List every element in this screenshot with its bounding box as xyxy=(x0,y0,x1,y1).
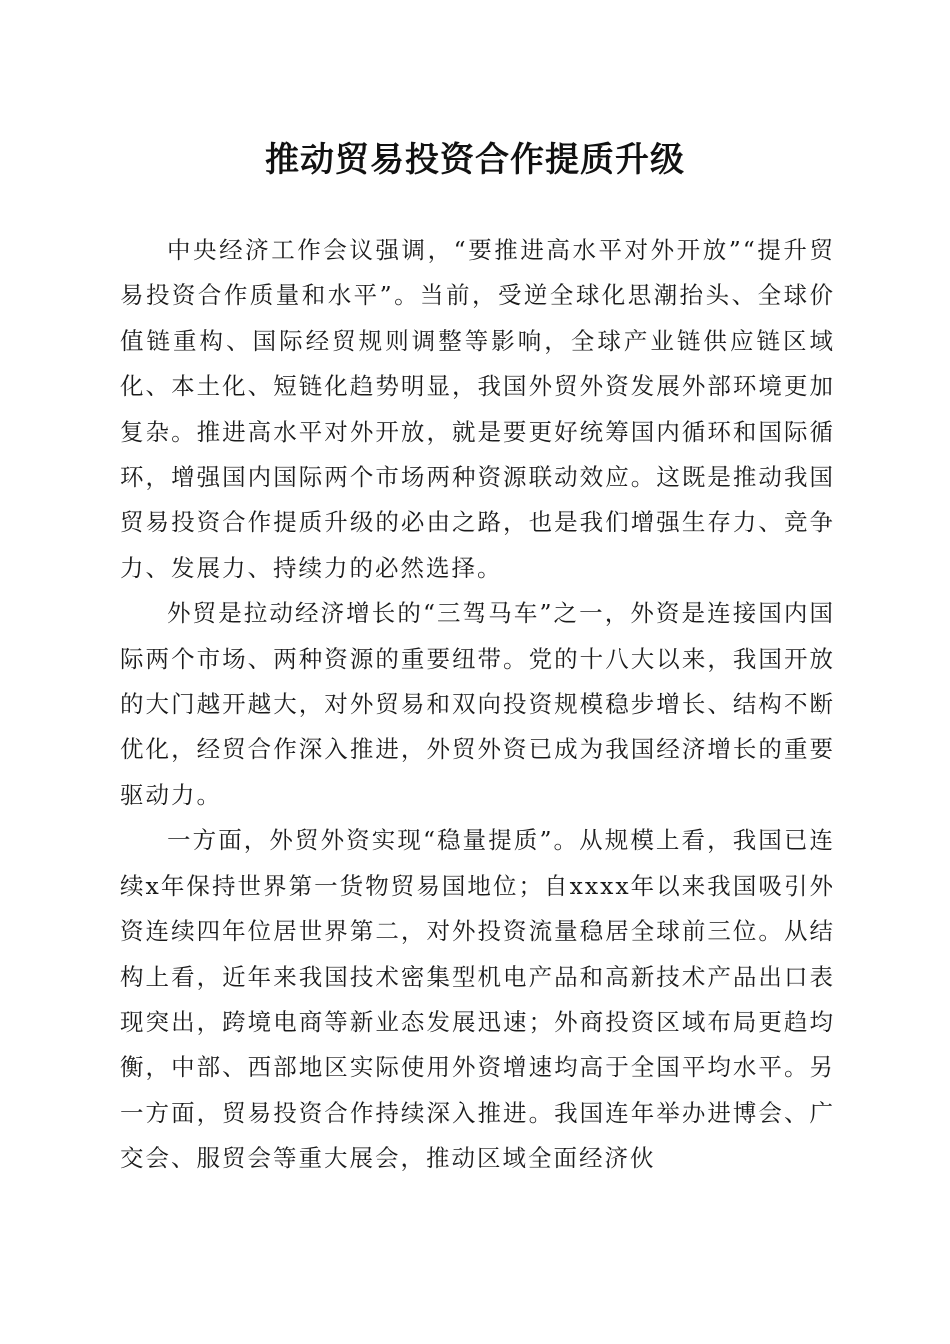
document-title: 推动贸易投资合作提质升级 xyxy=(265,140,685,180)
paragraph-1: 中央经济工作会议强调，“要推进高水平对外开放”“提升贸易投资合作质量和水平”。当前，受逆全球化思潮抬头、全球价值链重构、国际经贸规则调整等影响，全球产业链供应链区域化、本土化、短链化趋势明显，我国外贸外资发展外部环境更加复杂。推进高水平对外开放，就是要更好统筹国内循环和国际循环，增强国内国际两个市场两种资源联动效应。这既是推动我国贸易投资合作提质升级的必由之路，也是我们增强生存力、竞争力、发展力、持续力的必然选择。 xyxy=(120,236,835,582)
document-body xyxy=(120,228,835,1182)
paragraph-3: 一方面，外贸外资实现“稳量提质”。从规模上看，我国已连续x年保持世界第一货物贸易国地位；自xxxx年以来我国吸引外资连续四年位居世界第二，对外投资流量稳居全球前三位。从结构上看，近年来我国技术密集型机电产品和高新技术产品出口表现突出，跨境电商等新业态发展迅速；外商投资区域布局更趋均衡，中部、西部地区实际使用外资增速均高于全国平均水平。另一方面，贸易投资合作持续深入推进。我国连年举办进博会、广交会、服贸会等重大展会，推动区域全面经济伙 xyxy=(120,826,835,1173)
paragraph-2: 外贸是拉动经济增长的“三驾马车”之一，外资是连接国内国际两个市场、两种资源的重要纽带。党的十八大以来，我国开放的大门越开越大，对外贸易和双向投资规模稳步增长、结构不断优化，经贸合作深入推进，外贸外资已成为我国经济增长的重要驱动力。 xyxy=(120,599,835,809)
